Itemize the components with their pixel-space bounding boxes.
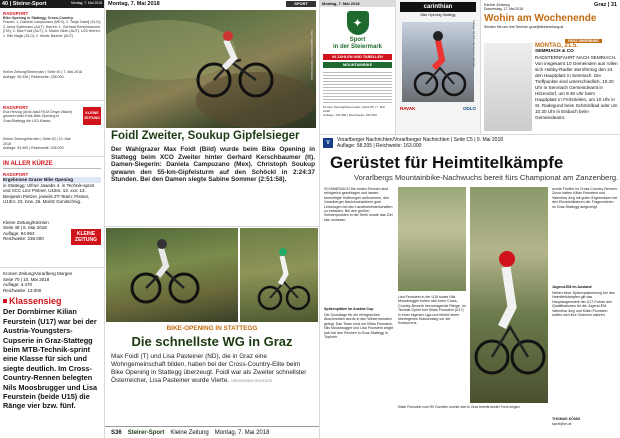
subhead: Bike Opening in Stattegg, Cross-Country. [3,16,74,20]
placeholder-box [484,43,532,131]
vn-author: THOMAS KÖNIG [552,417,581,421]
headline: Wohin am Wochenende [484,13,597,24]
photo-credit: Foto: Harald Gotschi / Schöckl GmbH [310,30,314,81]
wg-photo-right [240,228,318,322]
sponsor-row [400,106,476,111]
vn-stats: Auflage: 58.205 | Reichweite: 163.000 [337,143,422,149]
footer-brand: Kleine Zeitung [170,429,209,436]
brand: Kleine Zeitung [484,2,510,7]
place: SEMRIACH & CO [535,49,574,54]
results-text: Frauen: 1. Daniela Campuzano (MEX); 2. Tanja Zakelj (SLO); 3. Anna Spielmann (AUT). Herren: 1. Gerhard Kerschbaumer (ITA); 2. Max Foidl (AUT); 3. Martin Gluth (AUT). U23 Herren: 1. Riik Nagle (SLO); 2. Moritz Bischer (AUT) [3,20,101,38]
subtitle: Senden Sie uns Ihre Termine: graz@kleinezeitung.at [484,25,564,29]
sport-ad-clip [320,0,395,134]
tab-label: IN ZAHLEN UND TABELLEN [323,54,392,60]
krone-clip [0,268,104,438]
vn-photo [470,187,548,403]
section-label: RADSPORT [3,11,29,16]
lead-text: Ergebnisse Grazer Bike Opening [3,177,101,183]
rider-illustration [106,10,316,128]
auflage: Auflage: 4.470 [3,282,33,288]
vn-photo-left-part [398,187,466,291]
vn-col-2: Lisa Feurstein in der U15 sowie Nils Moosbrugger holten sich beim Cross-Country-Bewerb hervorragende Ränge. Im Technik-Sprint fuhr Kilian Feurstein (U17) in einer eigenen Liga und feierte einen überlegenen Klassensieg vor der Konkurrenz. [398,295,466,326]
reichweite: Reichweite: 238.000 [3,236,44,242]
wg-body: Max Foidl (T) und Lisa Pasteiner (ND), die in Graz eine Wohngemeinschaft bilden, haben bei der Cross-Country-Elite beim Bike Opening in Stattegg überzeugt. Foidl war als Zweiter schnellster Österreicher, Lisa Pasteiner wurde Vierte. [111,353,307,384]
krone-headline: Klassensieg [9,296,62,307]
footer-date: Montag, 7. Mai 2018 [214,429,270,436]
eva-text: Eva Herzog (Arbö Askö RLM Ömya Villach) gewann beim Kids-Bike-Opening in Graz/Stattegg die U13-Klasse. [3,110,73,123]
source-line: Kleine Zeitung/Steiermark | Seite 40 | 7. Mai 2018 [3,70,83,75]
race-sub: Bike Opening Stattegg [420,13,456,17]
vn-logo-icon: V [323,138,333,148]
date-head: MONTAG, 21.5. [535,43,578,49]
vn-contact: sport@vn.at [552,422,572,426]
race-stats: Auflage: 58.205 | Reichweite: 163.000 [472,20,476,68]
rider-illustration [106,228,238,322]
krone-headline-row [3,296,101,306]
source-title: Kronen Zeitung/Vorarlberg Morgen [3,271,73,276]
footer-section: Steirer-Sport [127,429,165,436]
kleine-zeitung-logo: KLEINE ZEITUNG [83,107,101,125]
reichweite: Reichweite: 13.000 [3,287,42,293]
source-line: Seite 48 | 8. Mai 2018 [3,225,47,231]
center-top-clip [105,0,319,226]
wg-photo-left [106,228,238,322]
vn-clip [320,135,620,438]
foidl-photo [106,10,316,128]
source-line: Seite 70 | 10. Mai 2018 [3,276,50,282]
wg-headline: Die schnellste WG in Graz [131,334,293,349]
race-photo [402,22,474,102]
section-label: RADSPORT [3,172,29,177]
vn-col-1: SCHWARZACH Die ersten Rennen sind erfolgreich geschlagen und lassen berechtigte Hoffnungen aufkommen, den Vorarlberger Nachwuchsbikern gute Leistungen bei den Landesmeisterschaften zu erwarten. Bei den großen Schwerpunkten in der Serie wurde das Ziel klar umrissen. [324,187,393,222]
left-top-clip [0,0,104,100]
vn-col-3: wurde Fünfter im Cross-Country-Rennen. Zuvor hatten Kilian Feurstein und Valentina Jurg mit guten Ergebnissen bei den Einzelzeitfahren der Fragezeichen im Graz-Stattegg aufgezeigt. [552,187,618,209]
vn-source-row [320,135,620,151]
kleine-zeitung-logo: KLEINE ZEITUNG [71,229,101,245]
rider-illustration [470,187,548,403]
center-bottom-clip [105,227,319,438]
foidl-headline: Foidl Zweiter, Soukup Gipfelsieger [111,130,300,142]
stats-line: Auflage: 134.960 | Reichweite: 343.000 [323,112,377,117]
in-aller-kuerze-clip [0,157,104,267]
brand: Sport in der Steiermark [332,37,383,50]
stats-line: Auflage: 96.326 | Reichweite: 238.000 [3,74,64,79]
header-date: Montag, 7. Mai 2018 [108,1,160,7]
page-header-date: Montag, 7. Mai 2018 [71,1,102,5]
race-logo: carinthian [400,2,476,12]
footer-page: S36 [111,429,122,436]
date: Donnerstag, 17. Mai 2018 [484,7,524,11]
wg-credit: GREGOR/NG MONTAGE [230,379,273,383]
body-text: in Stattegg: Ulfner Jawabs 4. in Technik-sprint und XCC Linz Pistner, U15m: 13. xxx: 13. Benjamin Pietzer, jeweils ZT-Team: Pistner, U13m: 23. bzw. 26. Moritz Gonitschnig. [3,182,95,205]
wg-kicker: BIKE-OPENING IN STATTEGG [166,325,258,332]
body: RADSTERNFAHRT NACH SEMRIACH. Von insgesamt 10 Gemeinden aus rollen sich Hobby-Radler sternförmig den 24. den Hauptplatz in Semriach. Die Treffpunkte sind unterschiedlich, 10.30 Uhr in Semriach Gemeindeamt in Hitzendorf, um 9.30 Uhr beim Hauptplatz in Frohnleiten, um 10 Uhr in St. Radegund beim Schöcklbad oder um 10.30 Uhr in Eisbach beim Gemeindeamt. [535,55,618,120]
rider-illustration [240,228,318,322]
left-eva-clip [0,101,104,156]
vn-source: Vorarlberger Nachrichten/Vorarlberger Nachrichten | Seite C5 | 9. Mai 2018 [337,137,504,143]
page-header-title: 40 | Steirer-Sport [2,1,47,7]
source-line: Kleine Zeitung/Kärnten | Seite 63 | 10. Mai 2018 [3,137,71,146]
vn-col-1-head: Spitzenplätze im Austria Cup [324,307,374,311]
stats-line: Auflage: 94.963 | Reichweite: 238.000 [3,146,64,151]
vn-col-1b: Die Grundlage für ein erfolgreiches Abschneiden wurde in den Wintermonaten gelegt. Das Team rund um Kilian Feurstein, Nils Moosbrugger und Lisa Feurstein zeigte sich bei den Rennen in Graz-Stattegg in Topform. [324,313,394,340]
right-top-clip [481,0,620,134]
header-bar [105,0,319,8]
foidl-body: Der Wahlgrazer Max Foidl (Bild) wurde beim Bike Opening in Stattegg beim XCO Zweiter hinter Gerhard Kerschbaumer (It). Damen-Siegerin: Daniela Campuzano (Mex). Christoph Soukup gewann den 55-km-Gipfelsturm auf den Schöckl in 2:24:37 Stunden. Bei den Damen siegte Sabine Sommer (2:51:58). [111,146,315,183]
results-table [323,70,392,104]
header-row [481,0,620,11]
krone-body: Der Dornbirner Kilian Feurstein (U17) war bei der Austria-Youngsters-Cupserie in Graz-Stattegg beim MTB-Technik-sprint eine Klasse für sich und siegte deutlich. Im Cross-Country-Rennen belegten Nils Moosbrugger und Lisa Feurstein (beide U15) die Ränge vier bzw. fünf. [3,307,98,411]
source-line: Kronen Zeitung/Steiermark | Seite 58 | 7. Mai 2018 [323,105,385,113]
section-label: RADSPORT [3,105,29,110]
sport-crest-icon: ✦ [347,11,369,35]
source-title: Kleine Zeitung/Kärnten [3,219,49,225]
section-tag: SPORT [286,1,316,7]
rider-illustration [402,22,474,102]
box-title: MOUNTAINBIKE [323,62,392,68]
auflage: Auflage: 94.963 [3,230,35,236]
race-ad-clip [396,0,480,134]
tag: GRAZ UMGEBUNG [565,39,602,43]
square-bullet-icon [3,299,7,303]
vn-col-3b: Neben einer Spitzenplatzierung bei den Heimtitelkämpfen gilt das Hauptaugenmerk der U17-Fahrer den Qualifikationen für die Jugend-EM. Valentina Jurg und Kilian Feurstein wollen sich ihre Chancen wahren. [552,291,615,318]
vn-subhead: Vorarlbergs Mountainbike-Nachwuchs bereit fürs Championat am Zanzenberg. [354,173,619,182]
vn-caption: Kilian Feurstein vom RV Dornbirn konnte sich in Graz bereits bester Form zeigen. [398,405,521,409]
vn-col-3-head: Jugend-EM im Ausland [552,285,592,289]
header-date: Montag, 7. Mai 2018 [320,0,395,7]
sponsor-2: ODLO [463,106,476,111]
page-footer [105,426,319,438]
page-header [0,0,104,8]
heading: IN ALLER KÜRZE [3,161,101,169]
wg-body-wrap [111,353,313,385]
vn-headline: Gerüstet für Heimtitelkämpfe [330,153,564,172]
section: Graz | 31 [594,2,617,8]
sponsor-1: RAVAK [400,106,416,111]
